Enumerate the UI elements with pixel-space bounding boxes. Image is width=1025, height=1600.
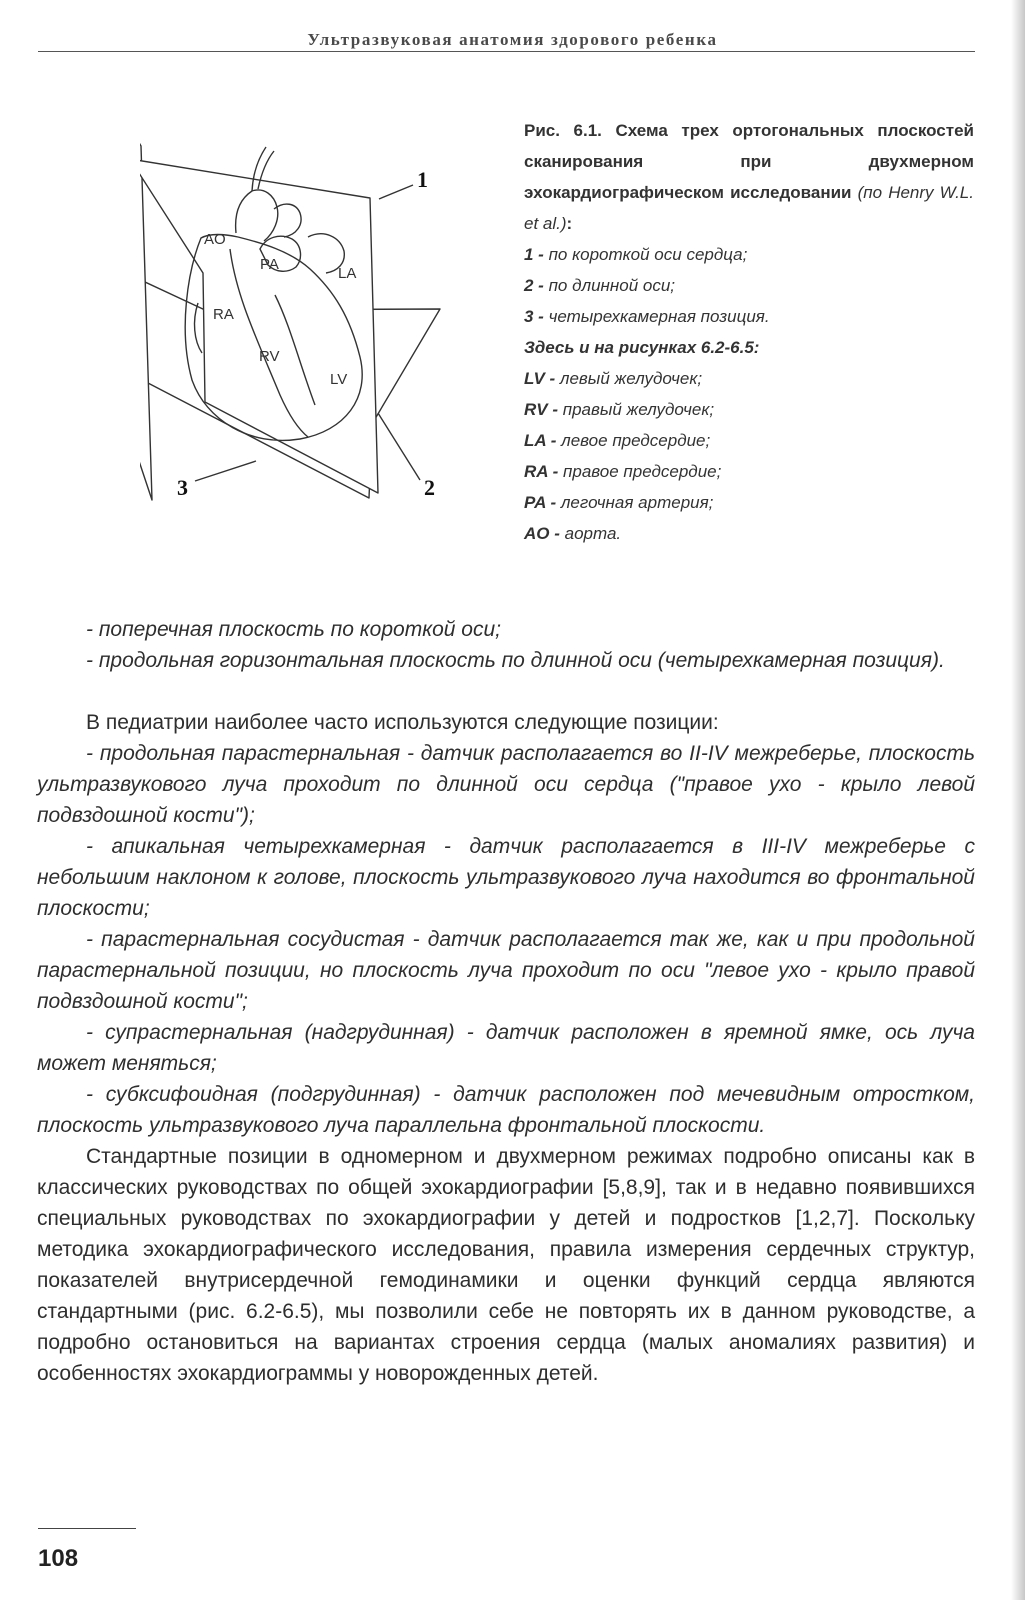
plane-legend-item: 2 - по длинной оси;	[524, 276, 676, 295]
running-header: Ультразвуковая анатомия здорового ребенка	[307, 30, 718, 49]
abbreviation-item: LV - левый желудочек;	[524, 369, 703, 388]
legend-title: Здесь и на рисунках 6.2-6.5:	[524, 338, 760, 357]
abbreviation-item: RV - правый желудочек;	[524, 400, 715, 419]
closing-paragraph: Стандартные позиции в одномерном и двухмерном режимах подробно описаны как в классических руководствах по общей эхокардиографии [5,8,9], так и в недавно появившихся специальных руководствах по эхокардиографии у детей и подростков [1,2,7]. Поскольку методика эхокардиографического исследования, правила измерения сердечных структур, показателей внутрисердечной гемодинамики и оценки функций сердца являются стандартными (рис. 6.2-6.5), мы позволили себе не повторять их в данном руководстве, а подробно остановиться на вариантах строения сердца (малых аномалиях развития) и особенностях эхокардиограммы у новорожденных детей.	[37, 1145, 975, 1385]
position-item: - супрастернальная (надгрудинная) - датчик расположен в яремной ямке, ось луча может меняться;	[37, 1021, 975, 1075]
caption-source-colon: :	[566, 214, 573, 233]
position-item: - апикальная четырехкамерная - датчик располагается в III-IV межреберье с небольшим наклоном к голове, плоскость ультразвукового луча находится во фронтальной плоскости;	[37, 835, 975, 920]
figure-scan-planes	[140, 95, 490, 525]
leader-line-3	[195, 461, 256, 481]
header-rule	[38, 51, 975, 52]
label-ra: RA	[213, 306, 234, 323]
plane-legend-item: 1 - по короткой оси сердца;	[524, 245, 748, 264]
leader-line-1	[379, 185, 413, 199]
label-la: LA	[338, 265, 357, 282]
plane-number-3: 3	[177, 475, 188, 500]
position-item: - субксифоидная (подгрудинная) - датчик расположен под мечевидным отростком, плоскость ультразвукового луча параллельна фронтальной плоскости.	[37, 1083, 975, 1137]
positions-intro: В педиатрии наиболее часто используются следующие позиции:	[86, 711, 719, 734]
plane-list-item: - продольная горизонтальная плоскость по длинной оси (четырехкамерная позиция).	[86, 649, 945, 672]
label-pa: PA	[260, 256, 279, 273]
page-number: 108	[38, 1545, 79, 1572]
position-item: - парастернальная сосудистая - датчик располагается так же, как и при продольной парастернальной позиции, но плоскость луча проходит по оси "левое ухо - крыло правой подвздошной кости";	[37, 928, 975, 1013]
body-text	[37, 614, 975, 1389]
plane-number-1: 1	[417, 167, 428, 192]
abbreviation-item: PA - легочная артерия;	[524, 493, 714, 512]
page-edge-shadow	[1011, 0, 1025, 1600]
figure-caption	[524, 115, 974, 549]
footer-rule	[38, 1528, 136, 1529]
abbreviation-item: AO - аорта.	[524, 524, 622, 543]
caption-title: Рис. 6.1. Схема трех ортогональных плоскостей сканирования при двухмерном эхокардиографическом исследовании	[524, 121, 974, 202]
plane-number-2: 2	[424, 475, 435, 500]
label-rv: RV	[259, 348, 280, 365]
label-ao: AO	[204, 231, 226, 248]
heart-planes-diagram	[140, 95, 490, 525]
caption-title-block	[524, 115, 974, 239]
plane-legend-item: 3 - четырехкамерная позиция.	[524, 307, 770, 326]
caption-source: (по Henry W.L. et al.)	[524, 183, 974, 233]
leader-line-2	[378, 413, 420, 480]
position-item: - продольная парастернальная - датчик располагается во II-IV межреберье, плоскость ультразвукового луча проходит по длинной оси сердца ("правое ухо - крыло левой подвздошной кости");	[37, 742, 975, 827]
abbreviation-item: LA - левое предсердие;	[524, 431, 711, 450]
plane-list-item: - поперечная плоскость по короткой оси;	[86, 618, 501, 641]
abbreviation-item: RA - правое предсердие;	[524, 462, 722, 481]
label-lv: LV	[330, 371, 348, 388]
